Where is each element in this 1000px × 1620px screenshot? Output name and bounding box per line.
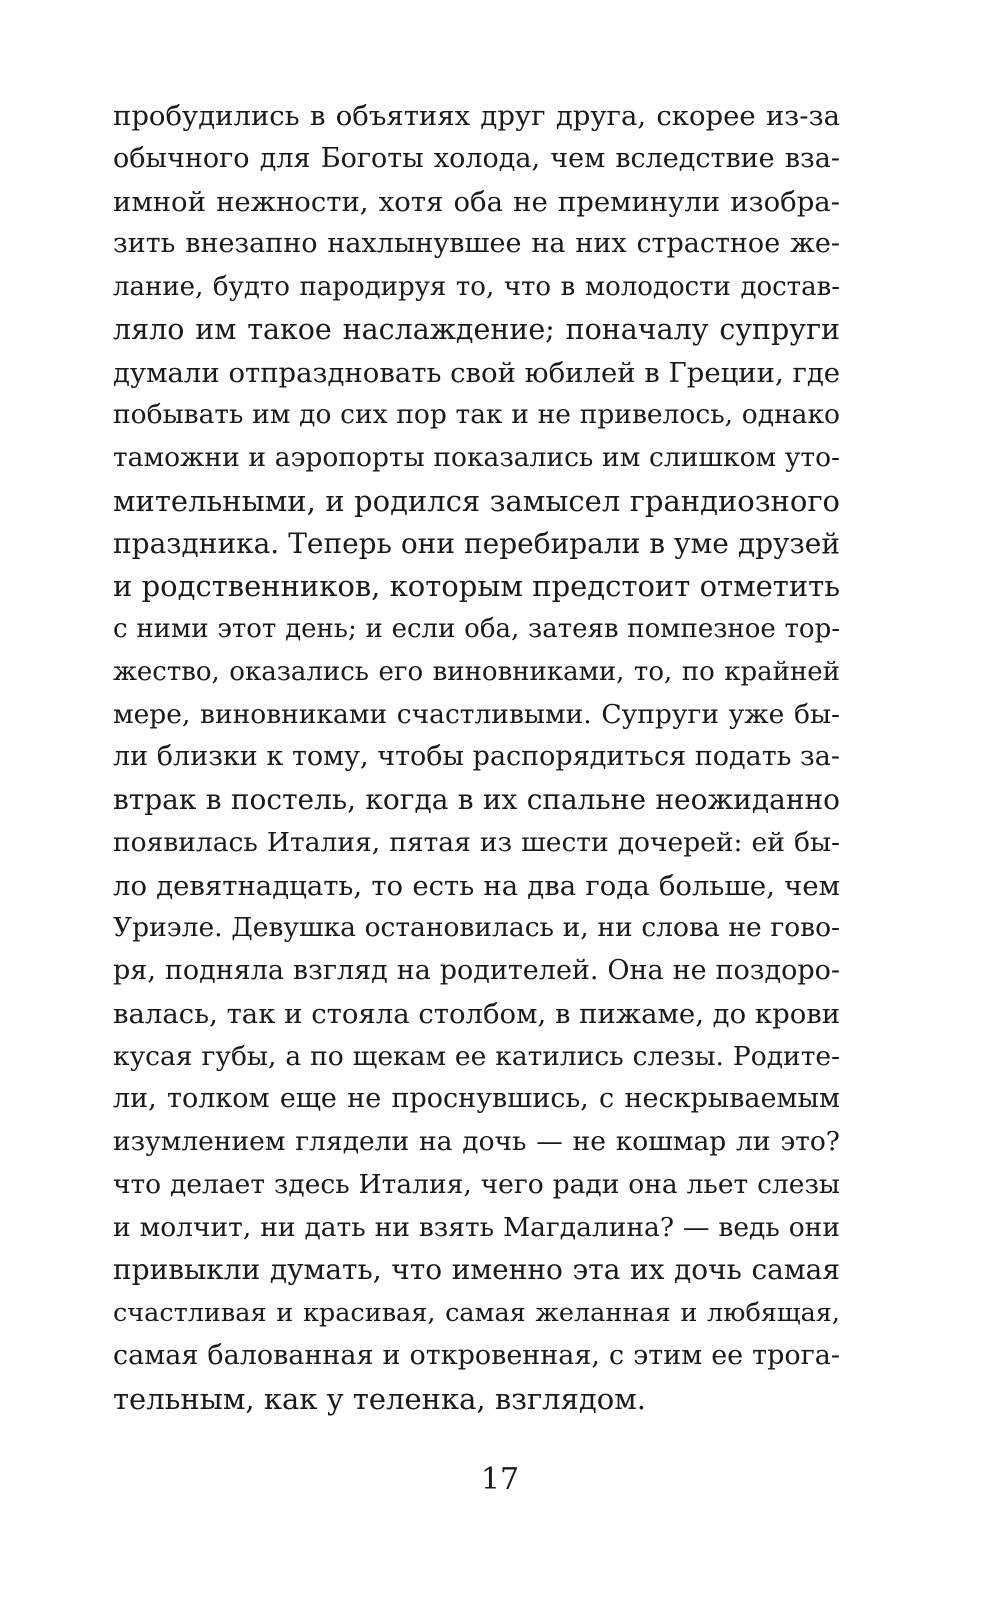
text-line-22: валась, так и стояла столбом, в пижаме, до крови <box>113 997 840 1030</box>
text-line-24: ли, толком еще не проснувшись, с нескрываемым <box>113 1083 840 1115</box>
text-line-2: обычного для Боготы холода, чем вследствие вза- <box>113 142 840 174</box>
body-text <box>113 95 840 1420</box>
text-line-19: ло девятнадцать, то есть на два года больше, чем <box>113 869 840 902</box>
text-line-5: лание, будто пародируя то, что в молодости достав- <box>113 272 840 302</box>
text-line-23: кусая губы, а по щекам ее катились слезы. Родите- <box>113 1040 840 1072</box>
text-line-13: с ними этот день; и если оба, затеяв помпезное тор- <box>113 614 840 644</box>
text-line-16: ли близки к тому, чтобы распорядиться подать за- <box>113 741 840 773</box>
text-line-4: зить внезапно нахлынувшее на них страстное же- <box>113 228 840 260</box>
page-number: 17 <box>480 1462 520 1497</box>
text-line-3: имной нежности, хотя оба не преминули изобра- <box>113 185 840 218</box>
text-line-30: самая балованная и откровенная, с этим ее трога- <box>113 1339 840 1371</box>
text-line-31: тельным, как у теленка, взглядом. <box>113 1381 646 1416</box>
text-line-29: счастливая и красивая, самая желанная и любящая, <box>113 1298 840 1328</box>
text-line-21: ря, подняла взгляд на родителей. Она не поздоро- <box>113 955 840 986</box>
text-line-28: привыкли думать, что именно эта их дочь самая <box>113 1253 840 1287</box>
text-line-15: мере, виновниками счастливыми. Супруги уже бы- <box>113 698 840 730</box>
text-line-18: появилась Италия, пятая из шести дочерей: ей бы- <box>113 826 840 858</box>
text-line-26: что делает здесь Италия, чего ради она льет слезы <box>113 1168 840 1200</box>
text-line-1: пробудились в объятиях друг друга, скорее из-за <box>113 100 840 132</box>
text-line-20: Уриэле. Девушка остановилась и, ни слова не гово- <box>113 912 840 944</box>
text-line-7: думали отпраздновать свой юбилей в Греции, где <box>113 356 840 389</box>
text-line-8: побывать им до сих пор так и не привелось, однако <box>113 399 840 431</box>
text-line-10: мительными, и родился замысел грандиозного <box>113 483 840 518</box>
text-line-9: таможни и аэропорты показались им слишком уто- <box>113 442 840 473</box>
text-line-11: праздника. Теперь они перебирали в уме друзей <box>113 526 840 560</box>
text-line-14: жество, оказались его виновниками, то, по крайней <box>113 656 840 687</box>
text-line-17: втрак в постель, когда в их спальне неожиданно <box>113 783 840 816</box>
text-line-6: ляло им такое наслаждение; поначалу супруги <box>113 312 840 346</box>
text-line-25: изумлением глядели на дочь — не кошмар ли это? <box>113 1126 840 1157</box>
text-line-27: и молчит, ни дать ни взять Магдалина? — ведь они <box>113 1211 840 1243</box>
text-line-12: и родственников, которым предстоит отметить <box>113 569 840 604</box>
